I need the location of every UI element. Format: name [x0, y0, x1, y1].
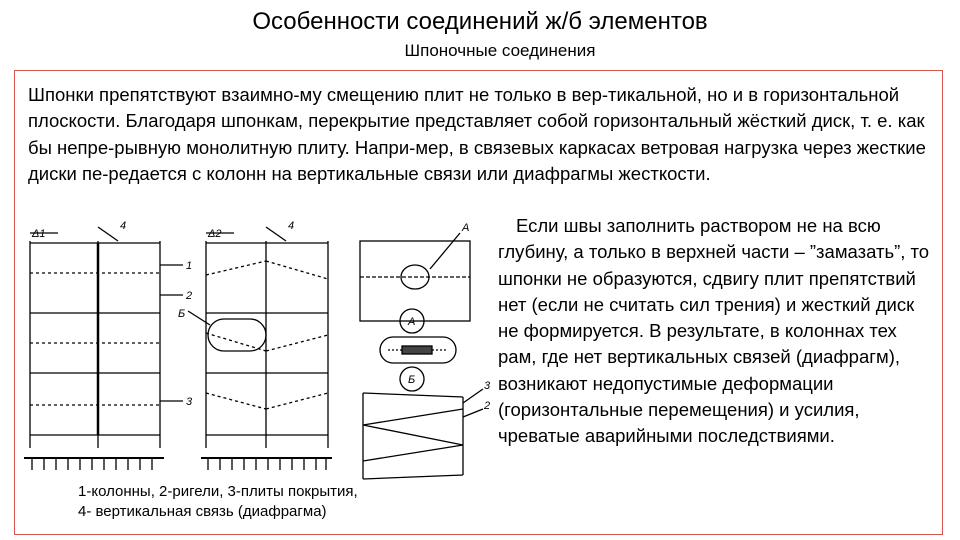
- label-2-right: 2: [484, 400, 491, 412]
- frame-diagram: [18, 213, 498, 485]
- label-delta2: Δ2: [208, 228, 222, 240]
- slab-detail: [360, 233, 483, 479]
- intro-paragraph: Шпонки препятствуют взаимно-му смещению плит не только в вер-тикальной, но и в горизонтальной плоскости. Благодаря шпонкам, перекрытие представляет собой горизонтальный жёсткий диск, т. е. как бы непре-рывную монолитную плиту. Напри-мер, в связевых каркасах ветровая нагрузка через жесткие диски пе-редается с колонн на вертикальные связи или диафрагмы жесткости.: [28, 84, 926, 184]
- frame-right-deformed: [188, 227, 332, 470]
- label-3: 3: [186, 396, 193, 408]
- label-3-right: 3: [484, 380, 491, 392]
- caption-line-2: 4- вертикальная связь (диафрагма): [78, 503, 327, 520]
- label-4-left: 4: [120, 220, 127, 232]
- slide-subtitle: Шпоночные соединения: [404, 41, 596, 60]
- label-4-right: 4: [288, 220, 295, 232]
- label-delta1: Δ1: [32, 228, 46, 240]
- label-1: 1: [186, 260, 193, 272]
- slide-title: Особенности соединений ж/б элементов: [252, 8, 708, 35]
- label-circle-a: А: [408, 316, 416, 328]
- figure-caption: [78, 482, 498, 522]
- label-circle-b: Б: [408, 374, 416, 386]
- label-b: Б: [178, 308, 186, 320]
- label-2: 2: [186, 290, 193, 302]
- side-paragraph-text: Если швы заполнить раствором не на всю глубину, а только в верхней части – ”замазать”, то шпонки не образуются, сдвигу плит препятствий нет (если не считать сил трения) и жесткий диск не формируется. В результате, в колоннах тех рам, где нет вертикальных связей (диафрагм), возникают недопустимые деформации (горизонтальные перемещения) и усилия, чреватые аварийными последствиями.: [498, 215, 930, 447]
- frame-left: [24, 227, 186, 470]
- side-paragraph: [498, 213, 938, 450]
- label-a: А: [462, 222, 470, 234]
- caption-line-1: 1-колонны, 2-ригели, 3-плиты покрытия,: [78, 483, 358, 500]
